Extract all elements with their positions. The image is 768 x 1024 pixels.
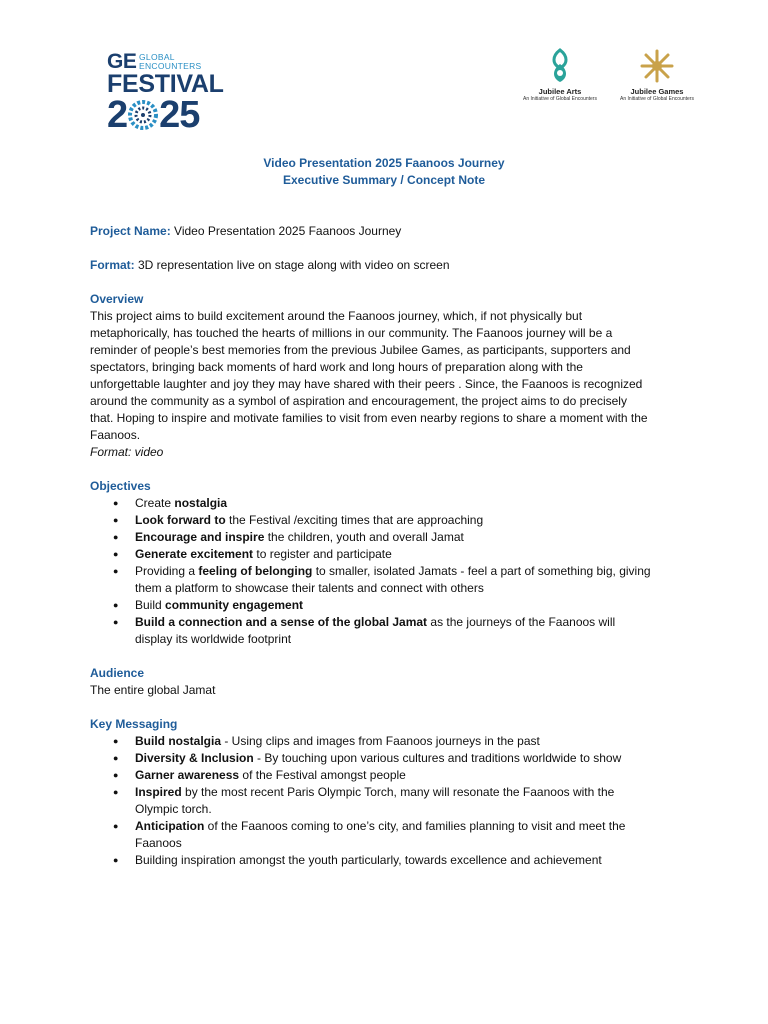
overview-line: that. Hoping to inspire and motivate families to visit from even nearby regions to share a moment with the (90, 411, 648, 425)
format-value: 3D representation live on stage along with video on screen (134, 258, 450, 272)
objective-item: ● Build a connection and a sense of the global Jamat as the journeys of the Faanoos will display its worldwide footprint (135, 614, 690, 648)
objective-item: ● Providing a feeling of belonging to smaller, isolated Jamats - feel a part of something big, giving them a platform to showcase their talents and connect with others (135, 563, 690, 597)
jubilee-games-name: Jubilee Games (630, 87, 684, 96)
ge-logo-small-text (139, 53, 202, 71)
jubilee-arts-name: Jubilee Arts (538, 87, 582, 96)
format-line (90, 257, 690, 274)
document-body (90, 223, 690, 869)
overview-line: This project aims to build excitement around the Faanoos journey, which, if not physically but (90, 309, 583, 323)
overview-line: around the community as a symbol of aspiration and encouragement, the project aims to do precisely (90, 394, 627, 408)
ge-logo-year-right: 25 (159, 94, 200, 136)
ge-logo-festival: FESTIVAL (107, 70, 224, 98)
document-title: Video Presentation 2025 Faanoos Journey (263, 156, 505, 170)
overview-line: spectators, bringing back moments of hard work and long hours of preparation along with the (90, 360, 583, 374)
ge-festival-logo (107, 50, 224, 136)
jubilee-games-tagline: An Initiative of Global Encounters (620, 96, 694, 102)
ge-logo-small-line1: GLOBAL (139, 52, 175, 62)
key-message-item: ● Diversity & Inclusion - By touching upon various cultures and traditions worldwide to show (135, 750, 690, 767)
jubilee-games-star-icon (612, 48, 702, 84)
jubilee-arts-tagline: An Initiative of Global Encounters (523, 96, 597, 102)
key-message-item: ● Anticipation of the Faanoos coming to one’s city, and families planning to visit and meet the Faanoos (135, 818, 690, 852)
objective-item: ● Build community engagement (135, 597, 690, 614)
audience-text: The entire global Jamat (90, 683, 216, 697)
jubilee-arts-emblem-icon (515, 48, 605, 84)
overview-line: reminder of people’s best memories from the previous Jubilee Games, as participants, supporters and (90, 343, 631, 357)
ge-logo-letters: GE (107, 50, 137, 73)
audience-heading: Audience (90, 666, 145, 680)
overview-paragraph (90, 308, 690, 444)
format-label: Format: (90, 258, 135, 272)
objectives-list (90, 495, 690, 648)
objective-item: ● Encourage and inspire the children, youth and overall Jamat (135, 529, 690, 546)
key-message-item: ● Inspired by the most recent Paris Olympic Torch, many will resonate the Faanoos with the Olympic torch. (135, 784, 690, 818)
jubilee-arts-logo (515, 48, 605, 112)
overview-line: metaphorically, has touched the hearts of millions in our community. The Faanoos journey will be a (90, 326, 613, 340)
overview-heading: Overview (90, 292, 144, 306)
objective-item: ● Create nostalgia (135, 495, 690, 512)
key-messaging-heading: Key Messaging (90, 717, 178, 731)
project-name-line (90, 223, 690, 240)
project-name-value: Video Presentation 2025 Faanoos Journey (170, 224, 402, 238)
overview-line: unforgettable laughter and joy they may have shared with their peers . Since, the Faanoos is recognized (90, 377, 643, 391)
overview-format-note: Format: video (90, 445, 164, 459)
overview-line: Faanoos. (90, 428, 141, 442)
key-messaging-list (90, 733, 690, 869)
key-message-item: ● Building inspiration amongst the youth particularly, towards excellence and achievement (135, 852, 690, 869)
key-message-item: ● Build nostalgia - Using clips and images from Faanoos journeys in the past (135, 733, 690, 750)
document-subtitle: Executive Summary / Concept Note (282, 173, 486, 187)
objectives-heading: Objectives (90, 479, 151, 493)
ge-logo-year-left: 2 (107, 94, 128, 136)
objective-item: ● Look forward to the Festival /exciting times that are approaching (135, 512, 690, 529)
jubilee-games-logo (612, 48, 702, 112)
objective-item: ● Generate excitement to register and participate (135, 546, 690, 563)
festival-ring-icon (128, 100, 158, 130)
ge-logo-small-line2: ENCOUNTERS (139, 61, 202, 71)
ge-logo-year (107, 94, 200, 136)
project-name-label: Project Name: (90, 224, 171, 238)
key-message-item: ● Garner awareness of the Festival amongst people (135, 767, 690, 784)
